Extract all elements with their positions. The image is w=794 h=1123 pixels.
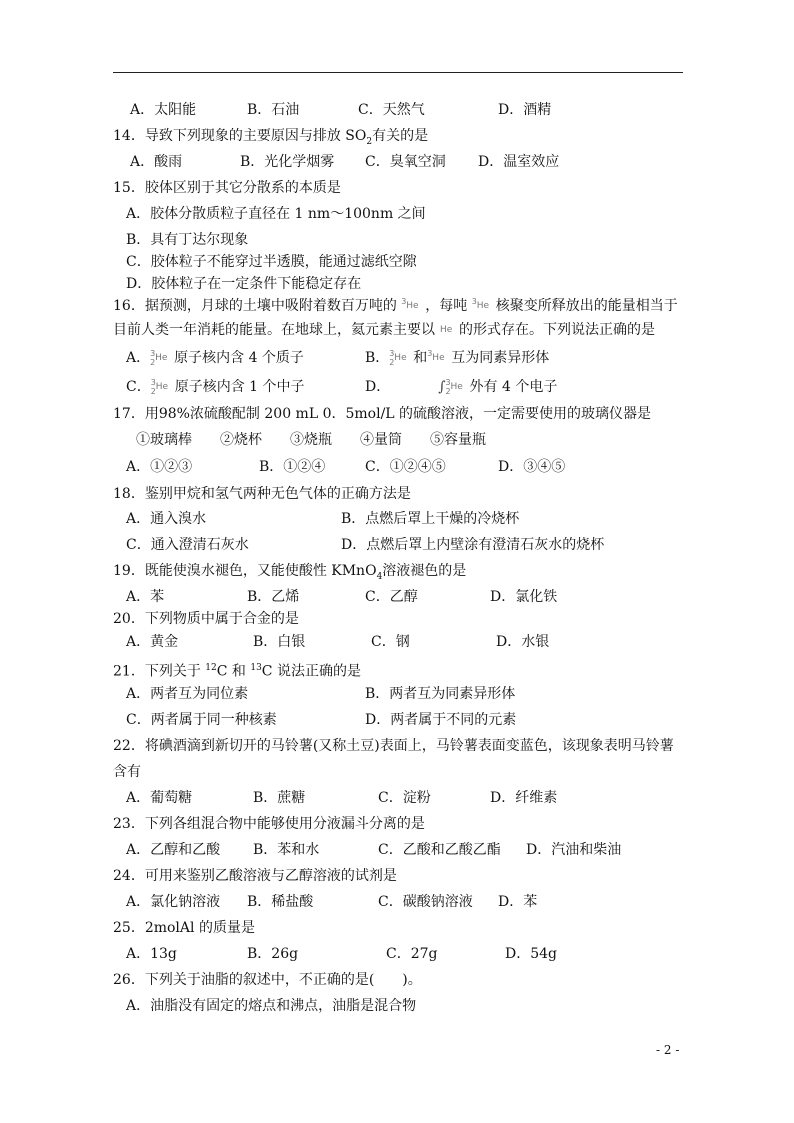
- q14-stem: 14．导致下列现象的主要原因与排放 $SO_2$有关的是: [113, 128, 429, 147]
- q16-option-d: D． ∫ 3 2 He 外有 4 个电子: [365, 378, 558, 396]
- helium3-isotope-icon: 3 He: [401, 297, 419, 311]
- q15-option-c: C．胶体粒子不能穿过半透膜，能通过滤纸空隙: [126, 254, 417, 270]
- helium3-isotope-icon: 3 2 He: [150, 378, 169, 396]
- q22-option-b: B．蔗糖: [253, 790, 306, 806]
- q14-option-b: B．光化学烟雾: [240, 154, 335, 170]
- q13-option-a: A．太阳能: [130, 102, 197, 118]
- header-rule: [113, 72, 683, 73]
- q25-option-c: C．27g: [386, 946, 438, 962]
- q22-stem-line1: 22．将碘酒滴到新切开的马铃薯(又称土豆)表面上，马铃薯表面变蓝色，该现象表明马铃薯: [113, 738, 674, 754]
- q22-stem-line2: 含有: [113, 764, 141, 780]
- helium3-isotope-icon: 3 2 He: [389, 349, 407, 367]
- q17-items: ①玻璃棒 ②烧杯 ③烧瓶 ④量筒 ⑤容量瓶: [136, 432, 486, 448]
- helium-isotope-icon: 3 He: [427, 349, 445, 363]
- q15-option-d: D．胶体粒子在一定条件下能稳定存在: [126, 276, 362, 292]
- q16-option-c: C． 3 2 He 原子核内含 1 个中子: [126, 378, 305, 396]
- q24-option-d: D．苯: [498, 894, 538, 910]
- q17-option-b: B．①②④: [259, 459, 326, 475]
- q21-option-d: D．两者属于不同的元素: [365, 712, 517, 728]
- q14-option-d: D．温室效应: [478, 154, 560, 170]
- q25-option-a: A．13g: [126, 946, 177, 962]
- q23-option-c: C．乙酸和乙酸乙酯: [378, 842, 501, 858]
- q23-stem: 23．下列各组混合物中能够使用分液漏斗分离的是: [113, 816, 425, 832]
- q26-stem: 26．下列关于油脂的叙述中，不正确的是( )。: [113, 972, 422, 988]
- q16-option-b: B． 3 2 He 和 3 He 互为同素异形体: [365, 349, 550, 367]
- q25-option-b: B．26g: [247, 946, 299, 962]
- q20-option-a: A．黄金: [126, 634, 179, 650]
- q22-option-a: A．葡萄糖: [126, 790, 193, 806]
- q22-option-c: C．淀粉: [378, 790, 431, 806]
- q19-option-a: A．苯: [126, 589, 165, 605]
- q17-option-d: D．③④⑤: [498, 459, 566, 475]
- q21-option-b: B．两者互为同素异形体: [365, 686, 516, 702]
- q13-option-c: C．天然气: [358, 102, 425, 118]
- q19-option-c: C．乙醇: [365, 589, 418, 605]
- q20-option-d: D．水银: [496, 634, 550, 650]
- q20-stem: 20．下列物质中属于合金的是: [113, 611, 299, 627]
- q18-option-b: B．点燃后罩上干燥的冷烧杯: [341, 511, 520, 527]
- helium3-isotope-icon: 3 2 He: [445, 378, 463, 396]
- q23-option-b: B．苯和水: [253, 842, 320, 858]
- q19-stem: 19．既能使溴水褪色，又能使酸性 KMnO$_4$溶液褪色的是: [113, 563, 467, 582]
- q22-option-d: D．纤维素: [490, 790, 558, 806]
- page-number: - 2 -: [656, 1043, 680, 1057]
- q23-option-a: A．乙醇和乙酸: [126, 842, 221, 858]
- q25-option-d: D．54g: [505, 946, 558, 962]
- q14-option-a: A．酸雨: [130, 154, 183, 170]
- q17-option-a: A．①②③: [126, 459, 193, 475]
- q24-option-c: C．碳酸钠溶液: [378, 894, 473, 910]
- q18-option-d: D．点燃后罩上内壁涂有澄清石灰水的烧杯: [341, 537, 605, 553]
- q24-option-b: B．稀盐酸: [247, 894, 314, 910]
- q19-option-d: D．氯化铁: [490, 589, 558, 605]
- q18-stem: 18．鉴别甲烷和氢气两种无色气体的正确方法是: [113, 486, 411, 502]
- q24-option-a: A．氯化钠溶液: [126, 894, 221, 910]
- q25-stem: 25．2molAl 的质量是: [113, 920, 255, 936]
- q17-option-c: C．①②④⑤: [365, 459, 446, 475]
- q16-option-a: A． 3 2 He 原子核内含 4 个质子: [126, 349, 304, 367]
- q21-option-c: C．两者属于同一种核素: [126, 712, 277, 728]
- atom-structure-icon: ∫: [438, 379, 446, 395]
- q13-option-d: D．酒精: [498, 102, 552, 118]
- q16-stem-line1: 16．据预测，月球的土壤中吸附着数百万吨的 3 He ，每吨 3 He 核聚变所释放出的能量相当于: [113, 297, 678, 314]
- q20-option-b: B．白银: [253, 634, 306, 650]
- q15-option-b: B．具有丁达尔现象: [126, 232, 249, 248]
- q21-option-a: A．两者互为同位素: [126, 686, 249, 702]
- q17-stem: 17．用98%浓硫酸配制 200 mL 0．5mol/L 的硫酸溶液，一定需要使用的玻璃仪器是: [113, 406, 652, 422]
- q18-option-a: A．通入溴水: [126, 511, 207, 527]
- q23-option-d: D．汽油和柴油: [526, 842, 622, 858]
- q15-stem: 15．胶体区别于其它分散系的本质是: [113, 180, 341, 196]
- helium3-isotope-icon: 3 He: [471, 297, 490, 311]
- q14-option-c: C．臭氧空洞: [365, 154, 446, 170]
- q16-stem-line2: 目前人类一年消耗的能量。在地球上，氦元素主要以 He 的形式存在。下列说法正确的是: [113, 322, 655, 338]
- helium3-isotope-icon: 3 2 He: [150, 349, 168, 367]
- q20-option-c: C．钢: [371, 634, 410, 650]
- helium4-isotope-icon: He: [440, 325, 453, 335]
- q26-option-a: A．油脂没有固定的熔点和沸点，油脂是混合物: [126, 998, 417, 1014]
- q13-option-b: B．石油: [247, 102, 300, 118]
- q19-option-b: B．乙烯: [247, 589, 300, 605]
- q21-stem: 21．下列关于 $^{12}$C 和 $^{13}$C 说法正确的是: [113, 663, 361, 680]
- q24-stem: 24．可用来鉴别乙酸溶液与乙醇溶液的试剂是: [113, 868, 397, 884]
- q18-option-c: C．通入澄清石灰水: [126, 537, 249, 553]
- q15-option-a: A．胶体分散质粒子直径在 1 nm～100nm 之间: [126, 206, 426, 222]
